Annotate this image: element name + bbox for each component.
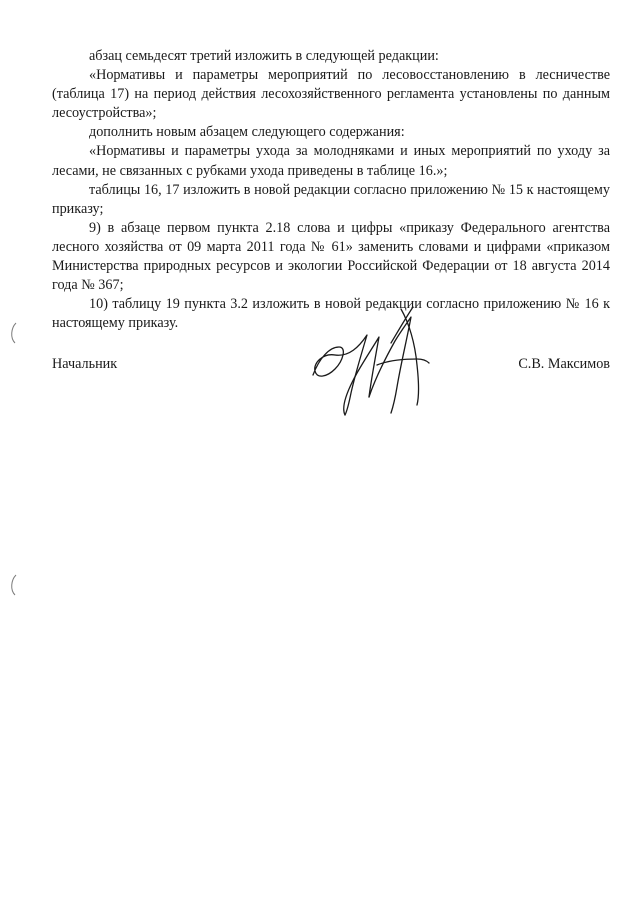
paragraph-reforestation-norms: «Нормативы и параметры мероприятий по лесовосстановлению в лесничестве (таблица 17) на период действия лесохозяйственного регламента установлены по данным лесоустройства»;: [52, 67, 610, 122]
paragraph-care-norms: «Нормативы и параметры ухода за молодняками и иных мероприятий по уходу за лесами, не связанных с рубками ухода приведены в таблице 16.»;: [52, 143, 610, 179]
binding-hole-mark-top: [8, 321, 18, 345]
paragraph-item-9: 9) в абзаце первом пункта 2.18 слова и цифры «приказу Федерального агентства лесного хозяйства от 09 марта 2011 года № 61» заменить словами и цифрами «приказом Министерства природных ресурсов и экологии Российской Федерации от 18 августа 2014 года № 367;: [52, 219, 610, 294]
binding-hole-mark-bottom: [8, 573, 18, 597]
signer-name: С.В. Максимов: [518, 356, 610, 372]
paragraph-tables-16-17: таблицы 16, 17 изложить в новой редакции согласно приложению № 15 к настоящему приказу;: [52, 181, 610, 217]
position-title: Начальник: [52, 356, 118, 372]
paragraph-new-abzac-intro: дополнить новым абзацем следующего содержания:: [89, 124, 405, 141]
paragraph-73-intro: абзац семьдесят третий изложить в следующей редакции:: [89, 48, 439, 64]
paragraph-item-10: 10) таблицу 19 пункта 3.2 изложить в новой редакции согласно приложению № 16 к настоящему приказу.: [52, 296, 610, 332]
document-body: [52, 47, 610, 333]
handwritten-signature: [305, 303, 437, 421]
